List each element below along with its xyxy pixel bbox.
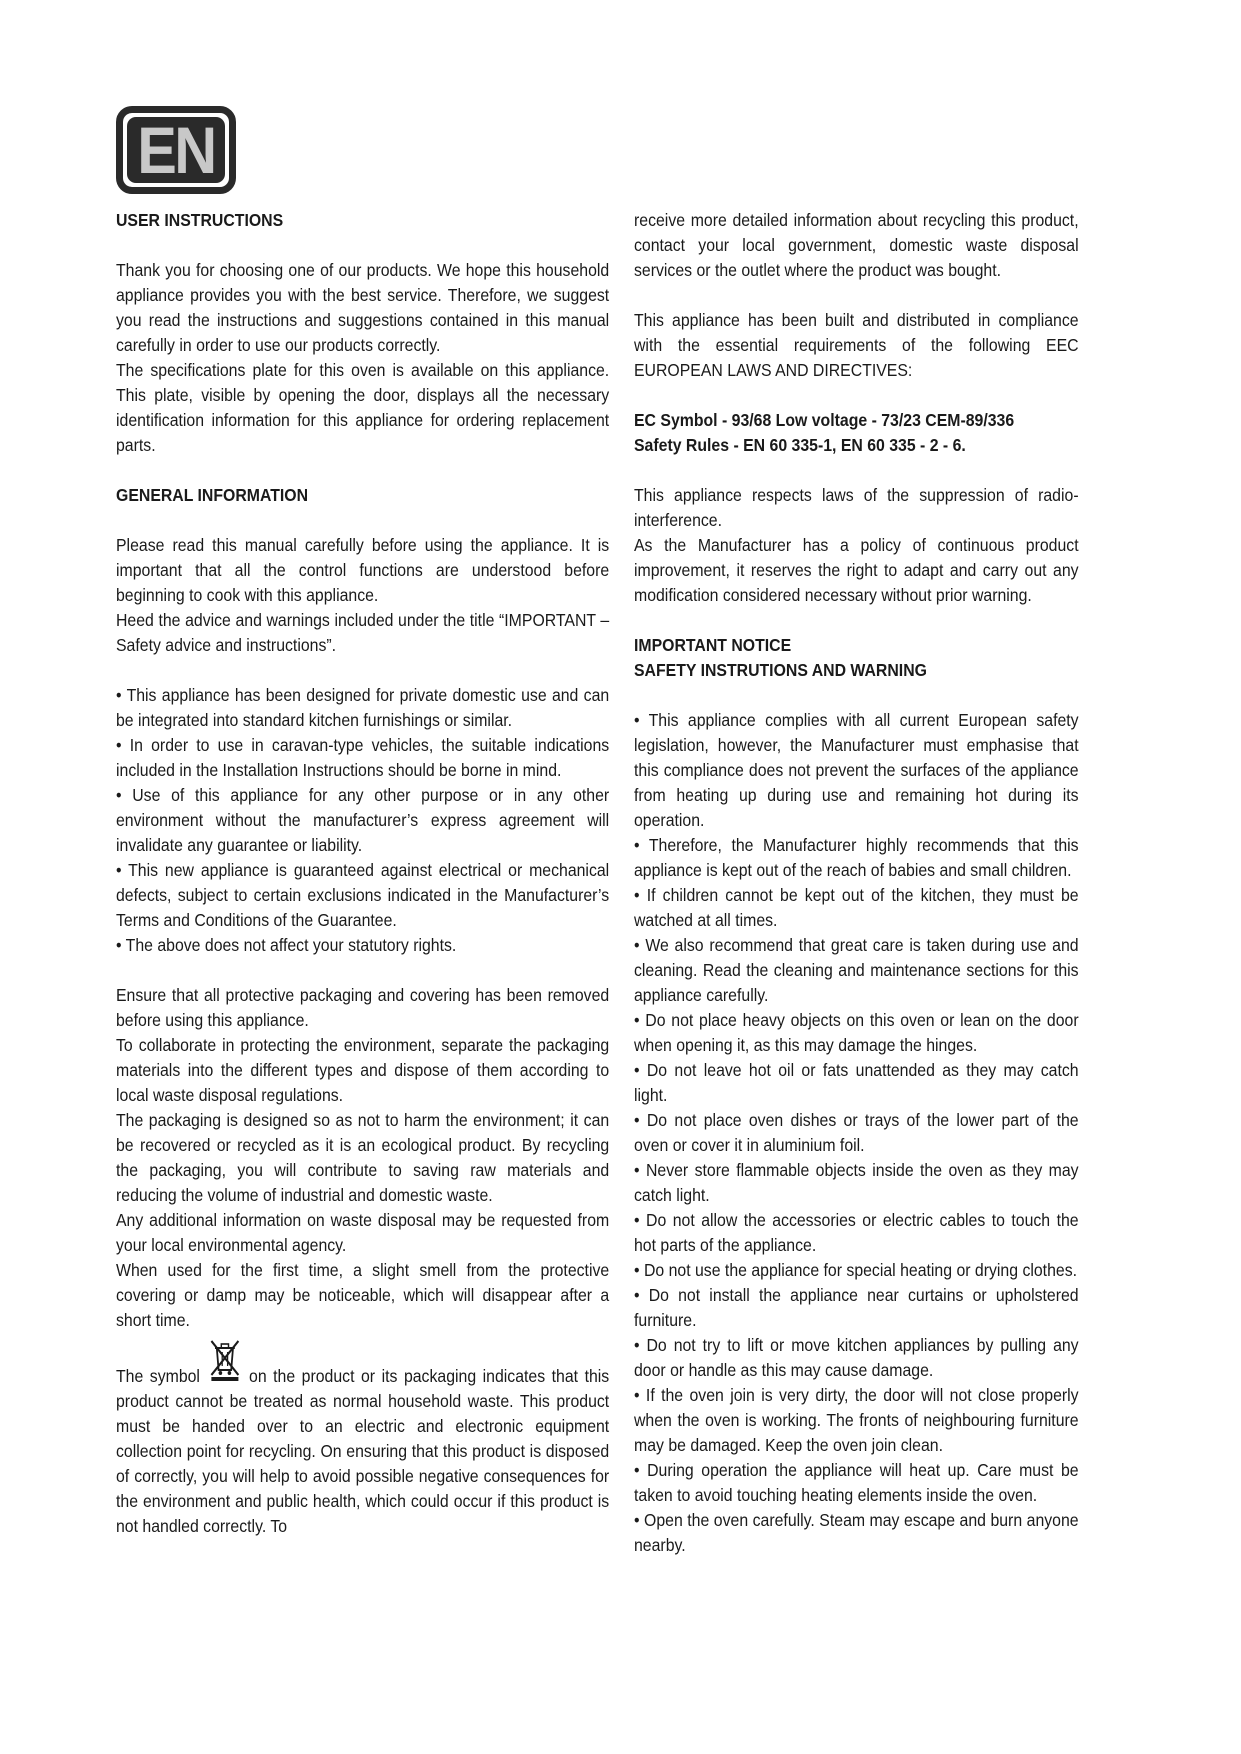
general-paragraph-2: Heed the advice and warnings included under the title “IMPORTANT – Safety advice and instructions”. (116, 610, 610, 655)
section-title-safety-instructions: SAFETY INSTRUTIONS AND WARNING (634, 660, 927, 680)
radio-interference-paragraph: This appliance respects laws of the suppression of radio-interference. (634, 485, 1079, 530)
weee-text-post: on the product or its packaging indicates that this product cannot be treated as normal household waste. This product must be handed over to an electric and electronic equipment collection point for recycling. On ensuring that this product is disposed of correctly, you will help to avoid possible negative consequences for the environment and public health, which could occur if this product is not handled correctly. To (116, 1366, 610, 1536)
left-bullet: • This appliance has been designed for private domestic use and can be integrated into standard kitchen furnishings or similar. (116, 685, 610, 730)
right-bullet: • Do not allow the accessories or electric cables to touch the hot parts of the appliance. (634, 1210, 1079, 1255)
environment-paragraph-3: The packaging is designed so as not to harm the environment; it can be recovered or recycled as it is an ecological product. By recycling the packaging, you will contribute to saving raw materials and reducing the volume of industrial and domestic waste. (116, 1110, 610, 1205)
environment-paragraph-4: Any additional information on waste disposal may be requested from your local environmental agency. (116, 1210, 610, 1255)
intro-paragraph-2: The specifications plate for this oven is available on this appliance. This plate, visible by opening the door, displays all the necessary identification information for this appliance for ordering replacement parts. (116, 360, 610, 455)
crossed-bin-icon (206, 1358, 242, 1384)
section-title-general-information: GENERAL INFORMATION (116, 485, 309, 505)
right-bullet: • Do not place heavy objects on this oven or lean on the door when opening it, as this may damage the hinges. (634, 1010, 1079, 1055)
environment-paragraph-1: Ensure that all protective packaging and covering has been removed before using this appliance. (116, 985, 610, 1030)
right-bullet: • Open the oven carefully. Steam may escape and burn anyone nearby. (634, 1510, 1079, 1555)
environment-paragraph-5: When used for the first time, a slight smell from the protective covering or damp may be noticeable, which will disappear after a short time. (116, 1260, 610, 1330)
left-bullet: • Use of this appliance for any other purpose or in any other environment without the manufacturer’s express agreement will invalidate any guarantee or liability. (116, 785, 610, 855)
right-bullet: • Therefore, the Manufacturer highly recommends that this appliance is kept out of the reach of babies and small children. (634, 835, 1079, 880)
manufacturer-policy-paragraph: As the Manufacturer has a policy of continuous product improvement, it reserves the right to adapt and carry out any modification considered necessary without prior warning. (634, 535, 1079, 605)
section-title-user-instructions: USER INSTRUCTIONS (116, 210, 284, 230)
environment-paragraph-2: To collaborate in protecting the environment, separate the packaging materials into the different types and dispose of them according to local waste disposal regulations. (116, 1035, 610, 1105)
language-badge-label: EN (137, 113, 215, 187)
weee-paragraph (116, 1358, 609, 1539)
right-bullet: • Do not use the appliance for special heating or drying clothes. (634, 1260, 1078, 1280)
directive-line-2: Safety Rules - EN 60 335-1, EN 60 335 - 2 - 6. (634, 435, 966, 455)
intro-paragraph-1: Thank you for choosing one of our products. We hope this household appliance provides you with the best service. Therefore, we suggest you read the instructions and suggestions contained in this manual carefully in order to use our products correctly. (116, 260, 610, 355)
right-bullet: • This appliance complies with all current European safety legislation, however, the Manufacturer must emphasise that this compliance does not prevent the surfaces of the appliance from heating up during use and remaining hot during its operation. (634, 710, 1079, 830)
language-badge (116, 106, 236, 194)
compliance-paragraph: This appliance has been built and distributed in compliance with the essential requirements of the following EEC EUROPEAN LAWS AND DIRECTIVES: (634, 310, 1079, 380)
section-title-important-notice: IMPORTANT NOTICE (634, 635, 792, 655)
language-badge-inner (127, 113, 225, 187)
right-bullet: • Do not place oven dishes or trays of the lower part of the oven or cover it in aluminium foil. (634, 1110, 1079, 1155)
left-bullet: • This new appliance is guaranteed against electrical or mechanical defects, subject to certain exclusions indicated in the Manufacturer’s Terms and Conditions of the Guarantee. (116, 860, 610, 930)
general-paragraph-1: Please read this manual carefully before using the appliance. It is important that all the control functions are understood before beginning to cook with this appliance. (116, 535, 610, 605)
right-column (634, 208, 1079, 1558)
right-bullet: • Never store flammable objects inside the oven as they may catch light. (634, 1160, 1079, 1205)
weee-text-pre: The symbol (116, 1366, 200, 1386)
left-column (116, 208, 609, 1539)
left-bullet: • The above does not affect your statutory rights. (116, 935, 457, 955)
left-bullet: • In order to use in caravan-type vehicles, the suitable indications included in the Installation Instructions should be borne in mind. (116, 735, 610, 780)
right-bullet: • If the oven join is very dirty, the door will not close properly when the oven is working. The fronts of neighbouring furniture may be damaged. Keep the oven join clean. (634, 1385, 1079, 1455)
right-bullet: • If children cannot be kept out of the kitchen, they must be watched at all times. (634, 885, 1079, 930)
right-bullet: • Do not try to lift or move kitchen appliances by pulling any door or handle as this may cause damage. (634, 1335, 1079, 1380)
right-bullet: • Do not leave hot oil or fats unattended as they may catch light. (634, 1060, 1079, 1105)
right-bullet: • Do not install the appliance near curtains or upholstered furniture. (634, 1285, 1079, 1330)
recycling-continuation: receive more detailed information about recycling this product, contact your local government, domestic waste disposal services or the outlet where the product was bought. (634, 210, 1079, 280)
right-bullet: • During operation the appliance will heat up. Care must be taken to avoid touching heating elements inside the oven. (634, 1460, 1079, 1505)
directive-line-1: EC Symbol - 93/68 Low voltage - 73/23 CEM-89/336 (634, 410, 1015, 430)
right-bullet: • We also recommend that great care is taken during use and cleaning. Read the cleaning and maintenance sections for this appliance carefully. (634, 935, 1079, 1005)
